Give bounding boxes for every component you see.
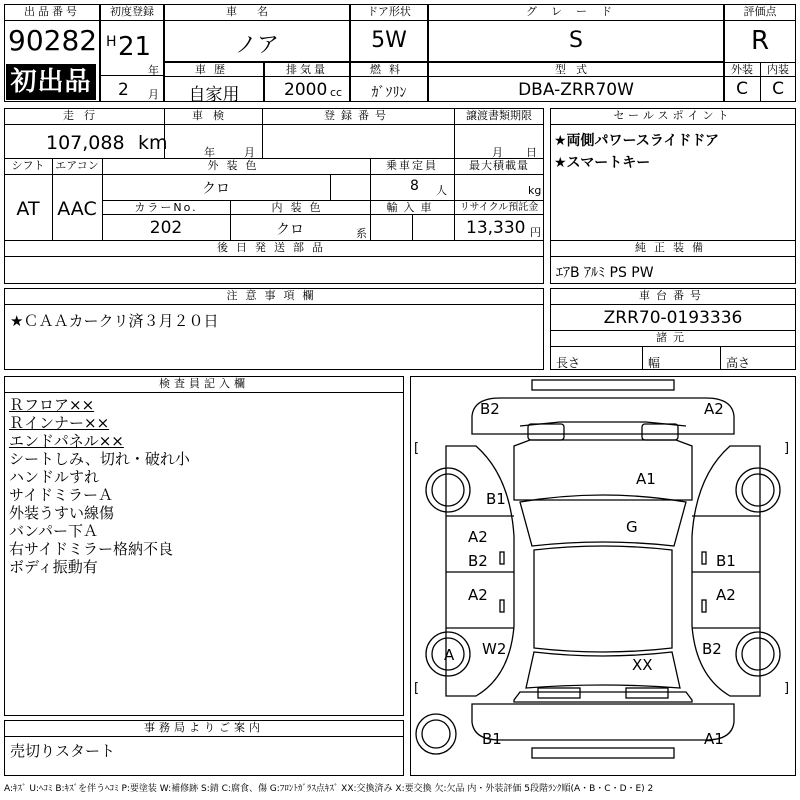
office-text: 売切りスタート <box>10 742 116 760</box>
mark-b1-rear-left: B1 <box>482 730 502 748</box>
mark-g-windshield: G <box>626 518 638 536</box>
svg-text:[: [ <box>414 441 420 456</box>
mark-b1-left-fender: B1 <box>486 490 506 508</box>
equipment-label: 純正装備 <box>635 241 711 254</box>
tailgate <box>514 692 692 702</box>
displacement-label: 排気量 <box>286 63 328 76</box>
svg-text:[: [ <box>414 681 420 696</box>
chassis-number: ZRR70-0193336 <box>603 308 743 328</box>
inspector-line: 右サイドミラー格納不良 <box>9 540 173 558</box>
inspector-line: 外装うすい線傷 <box>9 504 115 522</box>
first-listing-badge: 初出品 <box>6 64 96 100</box>
inspector-line: ボディ振動有 <box>9 558 98 576</box>
inspection-month-unit: 月 <box>244 146 255 159</box>
rear-bumper <box>532 748 674 758</box>
aircon-label: エアコン <box>55 159 99 172</box>
inspection-label: 車検 <box>192 109 234 122</box>
inspector-line: Ｒインナー×× <box>9 414 110 432</box>
doc-period-label: 譲渡書類期限 <box>466 109 532 122</box>
right-side-body <box>692 446 760 696</box>
height-label: 高さ <box>726 356 751 370</box>
history-label: 車歴 <box>195 63 233 76</box>
interior-grade: C <box>772 79 784 99</box>
mark-a2-front-right: A2 <box>704 400 724 418</box>
office-label: 事務局よりご案内 <box>144 721 264 734</box>
import-label: 輸入車 <box>386 201 438 214</box>
mark-w2-left-quarter: W2 <box>482 640 507 658</box>
displacement-unit: cc <box>330 86 343 99</box>
mark-a2-left-front-door: A2 <box>468 528 488 546</box>
aircon: AAC <box>57 198 97 220</box>
score-label: 評価点 <box>743 5 777 18</box>
month-unit: 月 <box>148 88 159 101</box>
legend: A:ｷｽﾞ U:ﾍｺﾐ B:ｷｽﾞを伴うﾍｺﾐ P:要塗装 W:補修跡 S:錆 C:腐食、傷 G:ﾌﾛﾝﾄｶﾞﾗｽ点ｷｽﾞ XX:交換済み X:要交換 欠:欠品 内・外装評価 5段階ﾗﾝｸ順(A・B・C・D・E) 2 <box>4 784 654 794</box>
max-load-label: 最大積載量 <box>469 159 529 172</box>
doc-day-unit: 日 <box>526 146 537 159</box>
mark-a2-left-rear-door: A2 <box>468 586 488 604</box>
rear-body <box>472 704 734 740</box>
first-registration-month: 2 <box>118 80 129 100</box>
shift: AT <box>16 198 40 220</box>
grade-label: グレード <box>526 5 626 18</box>
first-registration-year: 21 <box>118 32 152 62</box>
dims-label: 諸元 <box>656 331 690 344</box>
mark-a1-rear-right: A1 <box>704 730 724 748</box>
front-body <box>472 398 734 434</box>
notes-text: ★ＣＡＡカークリ済３月２０日 <box>10 312 219 330</box>
door-label: ドア形状 <box>367 5 411 18</box>
fuel: ｶﾞｿﾘﾝ <box>371 85 407 101</box>
inspector-line: エンドパネル×× <box>9 432 124 450</box>
mark-b2-right-quarter: B2 <box>702 640 722 658</box>
displacement: 2000 <box>284 80 328 100</box>
mileage-label: 走行 <box>63 109 105 122</box>
inspector-line: バンパー下Ａ <box>9 522 98 540</box>
history: 自家用 <box>188 85 240 105</box>
hood <box>514 440 692 500</box>
color-no-label: カラーNo. <box>134 201 198 214</box>
notes-label: 注意事項欄 <box>226 289 322 302</box>
score: R <box>750 26 770 56</box>
first-registration-label: 初度登録 <box>110 5 154 18</box>
parts-label: 後日発送部品 <box>217 241 331 254</box>
interior-label: 内装 <box>767 63 789 76</box>
color-no: 202 <box>149 218 183 238</box>
roof <box>534 546 672 652</box>
ext-color-label: 外装色 <box>207 159 265 172</box>
shift-label: シフト <box>11 159 45 172</box>
windshield <box>520 495 686 546</box>
recycle-unit: 円 <box>530 226 541 239</box>
sales-point-line-2: ★スマートキー <box>554 155 651 171</box>
int-color-label: 内装色 <box>271 201 329 214</box>
sales-points-label: セールスポイント <box>613 109 733 122</box>
recycle-amount: 13,330 <box>466 218 526 238</box>
capacity-unit: 人 <box>436 184 447 197</box>
model-code-label: 型式 <box>555 63 597 76</box>
mark-a1-hood: A1 <box>636 470 656 488</box>
car-diagram <box>410 376 796 776</box>
ext-color: クロ <box>202 181 230 197</box>
inspector-line: Ｒフロア×× <box>9 396 95 414</box>
capacity: 8 <box>410 178 419 194</box>
chassis-label: 車台番号 <box>639 289 707 302</box>
svg-text:]: ] <box>784 441 790 456</box>
svg-text:]: ] <box>784 681 790 696</box>
grade: S <box>569 28 583 53</box>
mark-a2-right-rear-door: A2 <box>716 586 736 604</box>
left-side-body <box>446 446 514 696</box>
fuel-label: 燃料 <box>370 63 408 76</box>
inspector-line: サイドミラーＡ <box>9 486 113 504</box>
mark-b2-front-left: B2 <box>480 400 500 418</box>
rear-window <box>526 652 680 688</box>
int-color-suffix: 系 <box>356 227 367 240</box>
front-bumper <box>532 380 674 390</box>
mark-xx-rear-floor: XX <box>632 656 653 674</box>
model-code: DBA-ZRR70W <box>518 80 634 100</box>
year-unit: 年 <box>148 64 159 77</box>
doc-month-unit: 月 <box>492 146 503 159</box>
max-load-unit: kg <box>528 184 542 197</box>
lot-number-label: 出品番号 <box>24 5 80 18</box>
mark-b2-left-front-door: B2 <box>468 552 488 570</box>
int-color: クロ <box>276 222 304 238</box>
inspection-year-unit: 年 <box>204 146 215 159</box>
car-name: ノア <box>234 33 279 58</box>
inspector-label: 検査員記入欄 <box>159 377 249 390</box>
door-type: 5W <box>371 28 407 53</box>
recycle-label: リサイクル預託金 <box>459 202 539 213</box>
width-label: 幅 <box>648 356 661 370</box>
exterior-label: 外装 <box>731 63 753 76</box>
lot-number: 90282 <box>8 24 98 57</box>
mark-b1-right-front-door: B1 <box>716 552 736 570</box>
length-label: 長さ <box>556 356 581 370</box>
inspector-line: シートしみ、切れ・破れ小 <box>9 450 190 468</box>
reg-no-label: 登録番号 <box>324 109 392 122</box>
equipment: ｴｱB ｱﾙﾐ PS PW <box>556 265 654 281</box>
era: H <box>106 34 117 50</box>
mark-a-left-rear-wheel: A <box>444 646 455 664</box>
mileage: 107,088 <box>46 132 125 154</box>
inspector-line: ハンドルすれ <box>9 468 100 486</box>
mileage-unit: km <box>138 132 168 154</box>
exterior-grade: C <box>736 79 748 99</box>
sales-point-line-1: ★両側パワースライドドア <box>554 133 720 149</box>
car-name-label: 車名 <box>226 5 288 18</box>
capacity-label: 乗車定員 <box>386 159 438 172</box>
